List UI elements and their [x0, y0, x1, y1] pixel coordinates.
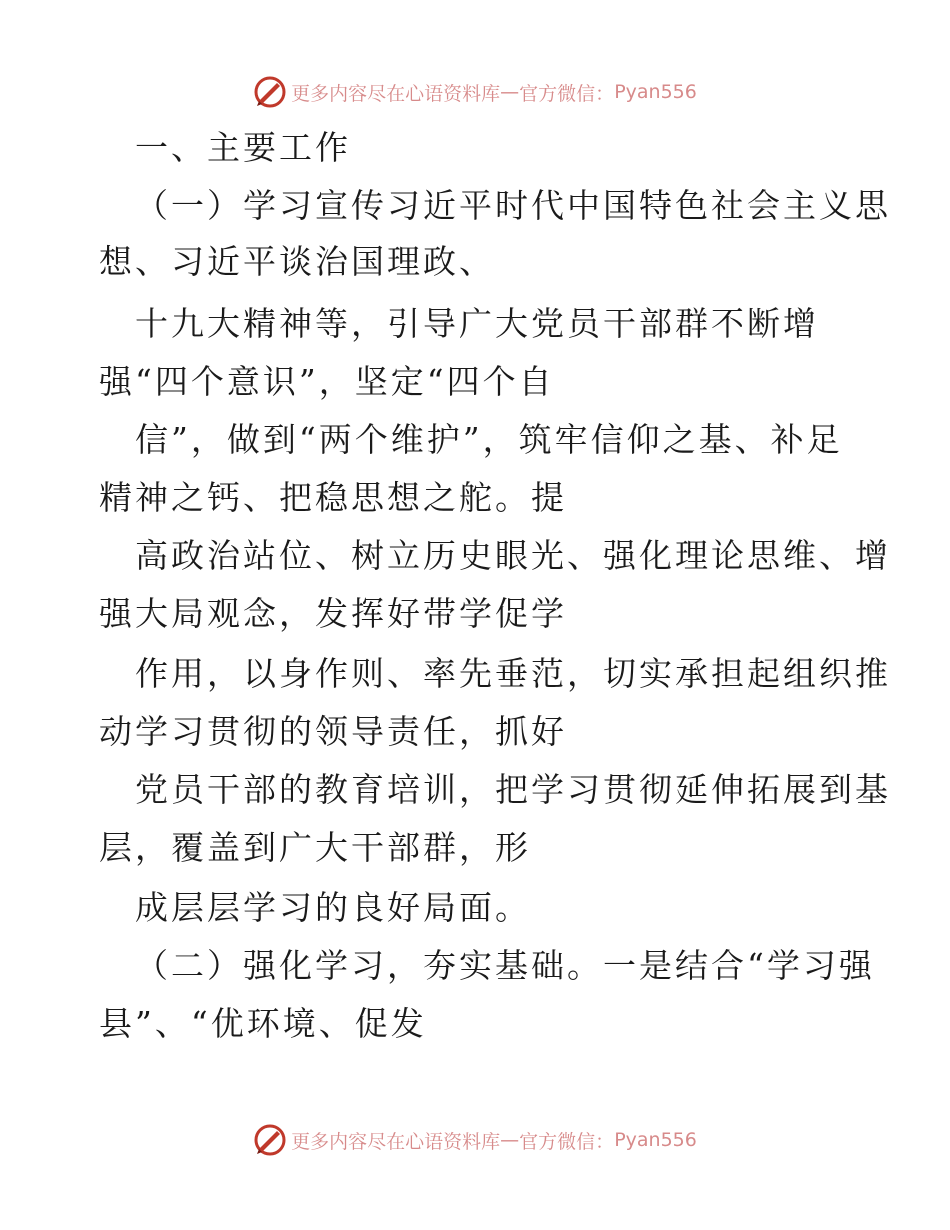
header-separator: — — [500, 81, 520, 103]
paragraph-line: 想、习近平谈治国理政、 — [99, 242, 495, 281]
pen-logo-icon — [253, 1123, 287, 1157]
paragraph-line: （一）学习宣传习近平时代中国特色社会主义思 — [135, 186, 891, 225]
header-wechat-label: 官方微信： — [519, 82, 615, 105]
heading-main-work: 一、主要工作 — [135, 128, 351, 167]
paragraph-line: 党员干部的教育培训，把学习贯彻延伸拓展到基 — [135, 770, 891, 809]
paragraph-line: 十九大精神等，引导广大党员干部群不断增 — [135, 304, 819, 343]
paragraph-line: 成层层学习的良好局面。 — [135, 888, 531, 927]
footer-separator: — — [500, 1129, 520, 1151]
header-wechat-id: Pyan556 — [614, 81, 697, 103]
footer-wechat-id: Pyan556 — [614, 1129, 697, 1151]
paragraph-line: 层，覆盖到广大干部群，形 — [99, 828, 531, 867]
paragraph-line: 信”，做到“两个维护”，筑牢信仰之基、补足 — [135, 420, 843, 459]
paragraph-line: 强“四个意识”，坚定“四个自 — [99, 362, 555, 401]
pen-logo-icon — [253, 75, 287, 109]
header-banner — [0, 72, 950, 112]
paragraph-line: 县”、“优环境、促发 — [99, 1004, 427, 1043]
header-brand: 更多内容尽在心语资料库 — [291, 82, 501, 105]
paragraph-line: 动学习贯彻的领导责任，抓好 — [99, 712, 567, 751]
paragraph-line: 作用，以身作则、率先垂范，切实承担起组织推 — [135, 654, 891, 693]
paragraph-line: 精神之钙、把稳思想之舵。提 — [99, 478, 567, 517]
paragraph-line: 高政治站位、树立历史眼光、强化理论思维、增 — [135, 536, 891, 575]
footer-wechat-label: 官方微信： — [519, 1130, 615, 1153]
footer-banner — [0, 1120, 950, 1160]
footer-brand: 更多内容尽在心语资料库 — [291, 1130, 501, 1153]
heading-strengthen-study: （二）强化学习，夯实基础。一是结合“学习强 — [135, 946, 875, 985]
paragraph-line: 强大局观念，发挥好带学促学 — [99, 594, 567, 633]
